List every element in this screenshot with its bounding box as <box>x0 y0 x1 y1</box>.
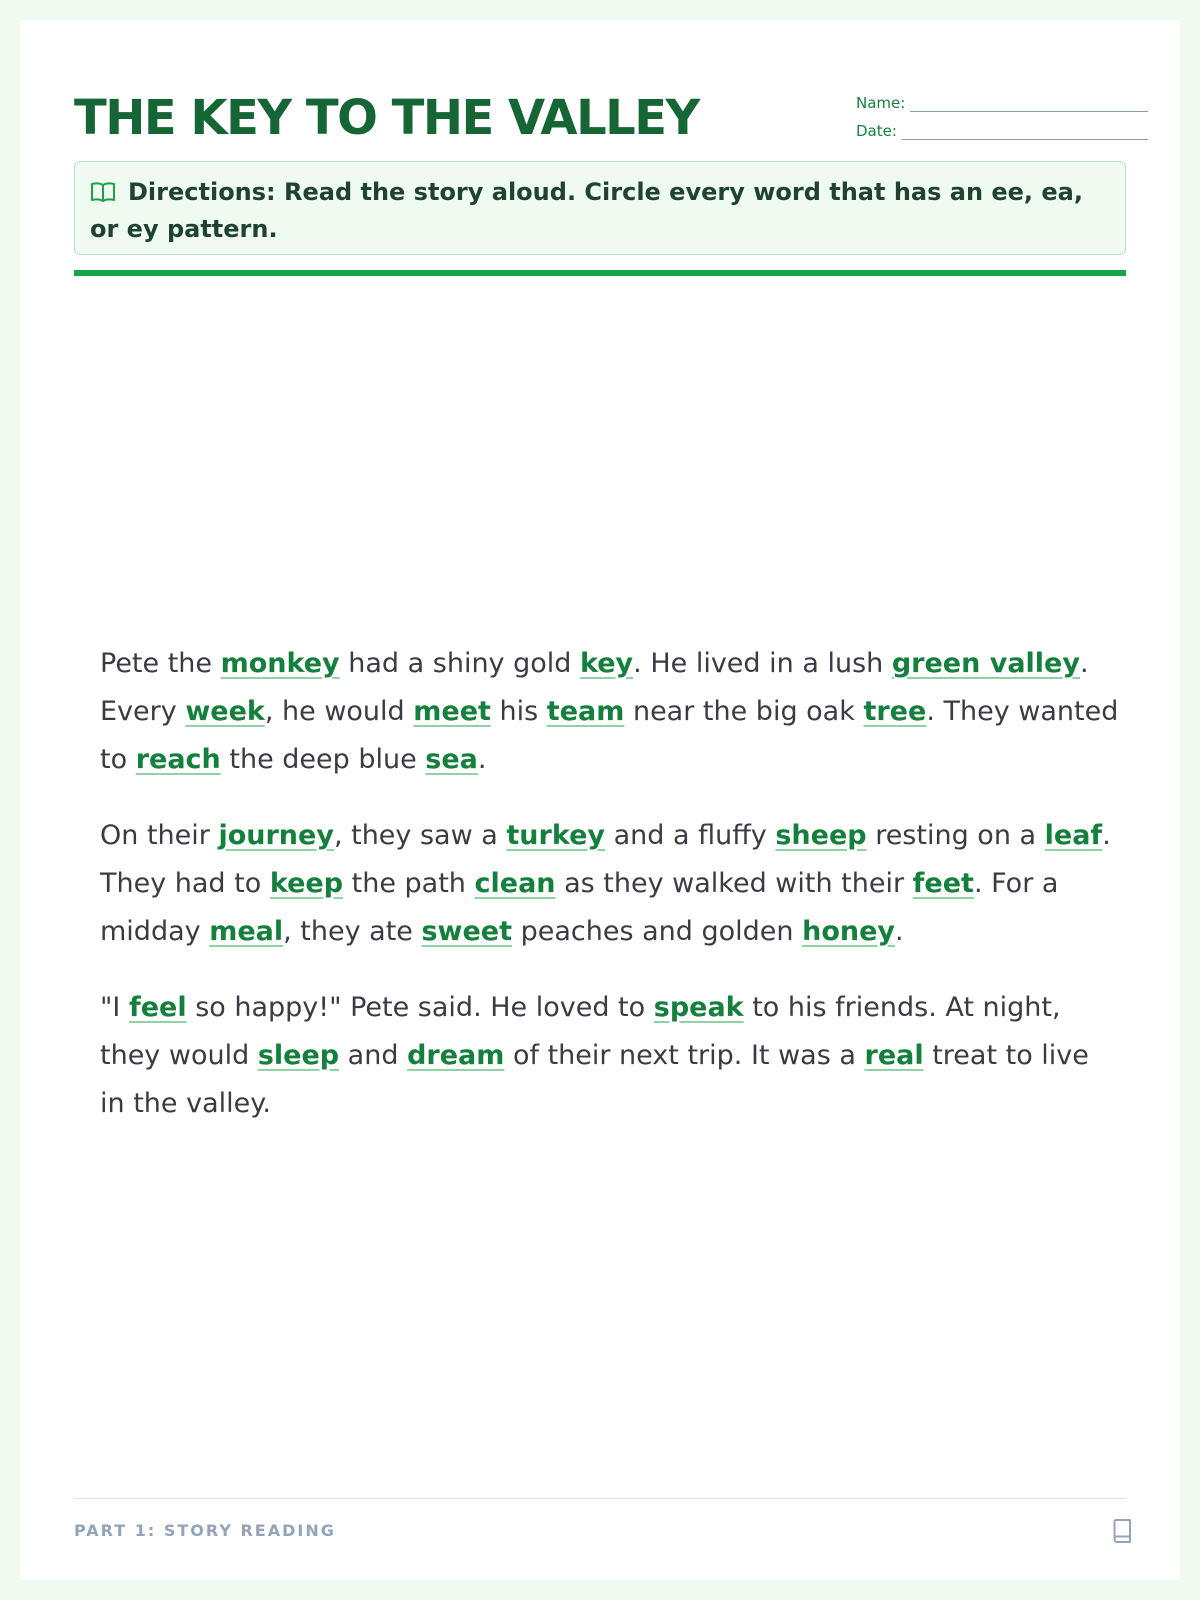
story-text-segment: . For a midday <box>100 868 1059 947</box>
story-text-segment: . They had to <box>100 820 1111 899</box>
story-text-segment: . Every <box>100 648 1089 727</box>
story-text-segment: , he would <box>264 696 414 727</box>
pattern-word[interactable]: feel <box>128 992 187 1023</box>
pattern-word[interactable]: team <box>546 696 625 727</box>
story-paragraph <box>100 812 1120 956</box>
pattern-word[interactable]: turkey <box>506 820 605 851</box>
story-text-segment: his <box>490 696 547 727</box>
directions-text: Directions: Read the story aloud. Circle every word that has an ee, ea, or ey pattern. <box>90 178 1083 243</box>
pattern-word[interactable]: speak <box>653 992 744 1023</box>
story-text-segment: and <box>339 1040 408 1071</box>
story-paragraph <box>100 984 1120 1128</box>
pattern-word[interactable]: key <box>580 648 634 679</box>
story-text-segment: peaches and golden <box>512 916 803 947</box>
story-text-segment: "I <box>100 992 129 1023</box>
story-text-segment: . <box>477 744 487 775</box>
story-text-segment: as they walked with their <box>555 868 913 899</box>
open-book-icon <box>90 178 116 212</box>
story-text-segment: . He lived in a lush <box>633 648 892 679</box>
directions-box <box>74 161 1126 255</box>
story-text-segment: , they ate <box>283 916 422 947</box>
story-text-segment: the deep blue <box>220 744 426 775</box>
name-label: Name: <box>856 94 906 112</box>
pattern-word[interactable]: clean <box>474 868 556 899</box>
pattern-word[interactable]: feet <box>912 868 974 899</box>
pattern-word[interactable]: week <box>185 696 265 727</box>
pattern-word[interactable]: reach <box>135 744 221 775</box>
pattern-word[interactable]: sleep <box>257 1040 340 1071</box>
page-title: THE KEY TO THE VALLEY <box>74 90 699 146</box>
pattern-word[interactable]: meet <box>413 696 491 727</box>
name-line[interactable] <box>910 97 1148 112</box>
pattern-word[interactable]: sea <box>425 744 478 775</box>
story-text-segment: On their <box>100 820 219 851</box>
date-field[interactable] <box>856 120 1148 140</box>
story-text-segment: resting on a <box>866 820 1045 851</box>
footer-label: PART 1: STORY READING <box>74 1521 336 1540</box>
pattern-word[interactable]: monkey <box>220 648 340 679</box>
story-text-segment: , they saw a <box>333 820 507 851</box>
pattern-word[interactable]: dream <box>407 1040 505 1071</box>
pattern-word[interactable]: honey <box>802 916 896 947</box>
story-text-segment: had a shiny gold <box>339 648 580 679</box>
pattern-word[interactable]: sheep <box>775 820 867 851</box>
story-text-segment: and a fluffy <box>604 820 776 851</box>
name-field[interactable] <box>856 92 1148 112</box>
pattern-word[interactable]: tree <box>863 696 927 727</box>
header-divider <box>74 270 1126 276</box>
story-text <box>100 640 1120 1156</box>
story-text-segment: treat to live in the valley. <box>100 1040 1089 1119</box>
date-line[interactable] <box>902 125 1148 140</box>
pattern-word[interactable]: journey <box>218 820 334 851</box>
date-label: Date: <box>856 122 897 140</box>
pattern-word[interactable]: green valley <box>891 648 1080 679</box>
pattern-word[interactable]: sweet <box>421 916 513 947</box>
story-text-segment: the path <box>343 868 475 899</box>
story-text-segment: of their next trip. It was a <box>504 1040 865 1071</box>
story-text-segment: . They wanted to <box>100 696 1119 775</box>
story-text-segment: near the big oak <box>624 696 864 727</box>
story-text-segment: . <box>895 916 904 947</box>
pattern-word[interactable]: meal <box>209 916 284 947</box>
worksheet-page <box>20 20 1180 1580</box>
book-icon <box>1112 1517 1134 1549</box>
pattern-word[interactable]: keep <box>269 868 344 899</box>
pattern-word[interactable]: leaf <box>1044 820 1103 851</box>
story-text-segment: Pete the <box>100 648 221 679</box>
story-paragraph <box>100 640 1120 784</box>
footer-divider <box>74 1498 1126 1499</box>
story-text-segment: so happy!" Pete said. He loved to <box>186 992 654 1023</box>
story-text-segment: to his friends. At night, they would <box>100 992 1061 1071</box>
pattern-word[interactable]: real <box>864 1040 924 1071</box>
